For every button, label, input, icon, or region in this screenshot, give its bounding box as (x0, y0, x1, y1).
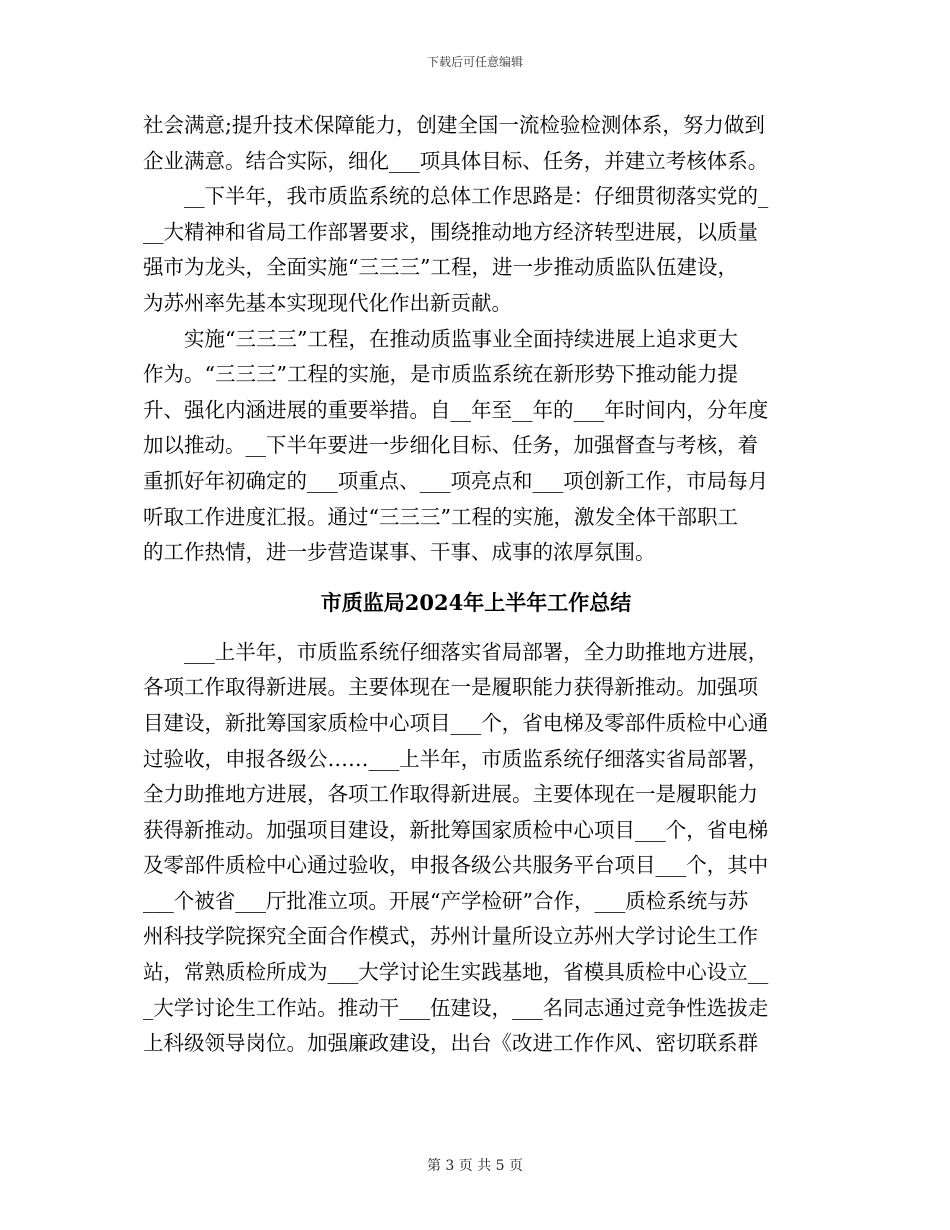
text-line: 的工作热情，进一步营造谋事、干事、成事的浓厚氛围。 (143, 540, 656, 565)
text-line: ___上半年，市质监系统仔细落实省局部署，全力助推地方进展， (184, 639, 769, 664)
document-title: 市质监局2024年上半年工作总结 (320, 589, 632, 615)
text-line: ___个被省___厅批准立项。开展“产学检研”合作，___质检系统与苏 (143, 888, 749, 913)
text-line: 过验收，申报各级公……___上半年，市质监系统仔细落实省局部署， (143, 746, 769, 771)
text-line: 加以推动。__下半年要进一步细化目标、任务，加强督查与考核，着 (143, 433, 758, 458)
text-line: 社会满意;提升技术保障能力，创建全国一流检验检测体系，努力做到 (143, 113, 765, 137)
text-line: 作为。“三三三”工程的实施，是市质监系统在新形势下推动能力提 (143, 362, 738, 387)
text-line: 强市为龙头，全面实施“三三三”工程，进一步推动质监队伍建设， (143, 255, 738, 280)
page-number-footer: 第 3 页 共 5 页 (426, 1158, 524, 1174)
text-line: 获得新推动。加强项目建设，新批筹国家质检中心项目___个，省电梯 (143, 817, 769, 842)
text-line: 及零部件质检中心通过验收，申报各级公共服务平台项目___个，其中 (143, 853, 769, 878)
text-line: 全力助推地方进展，各项工作取得新进展。主要体现在一是履职能力 (143, 782, 758, 807)
text-line: 重抓好年初确定的___项重点、___项亮点和___项创新工作，市局每月 (143, 468, 769, 493)
text-line: __下半年，我市质监系统的总体工作思路是：仔细贯彻落实党的_ (184, 184, 769, 209)
text-line: 州科技学院探究全面合作模式，苏州计量所设立苏州大学讨论生工作 (143, 924, 758, 949)
text-line: _大学讨论生工作站。推动干___伍建设，___名同志通过竞争性选拔走 (143, 995, 769, 1020)
text-line: 听取工作进度汇报。通过“三三三”工程的实施，激发全体干部职工 (143, 504, 738, 529)
text-line: 目建设，新批筹国家质检中心项目___个，省电梯及零部件质检中心通 (143, 710, 769, 735)
text-line: __大精神和省局工作部署要求，围绕推动地方经济转型进展，以质量 (143, 219, 758, 244)
document-body (143, 108, 809, 1062)
text-line: 站，常熟质检所成为___大学讨论生实践基地，省模具质检中心设立__ (143, 960, 769, 985)
text-line: 实施“三三三”工程，在推动质监事业全面持续进展上追求更大 (184, 326, 738, 351)
text-line: 企业满意。结合实际，细化___项具体目标、任务，并建立考核体系。 (143, 148, 769, 173)
text-line: 升、强化内涵进展的重要举措。自__年至__年的___年时间内，分年度 (143, 397, 769, 422)
page-header: 下载后可任意编辑 (426, 55, 523, 69)
text-line: 为苏州率先基本实现现代化作出新贡献。 (143, 290, 512, 315)
text-line: 各项工作取得新进展。主要体现在一是履职能力获得新推动。加强项 (143, 675, 758, 700)
text-line: 上科级领导岗位。加强廉政建设，出台《改进工作作风、密切联系群 (143, 1031, 758, 1056)
